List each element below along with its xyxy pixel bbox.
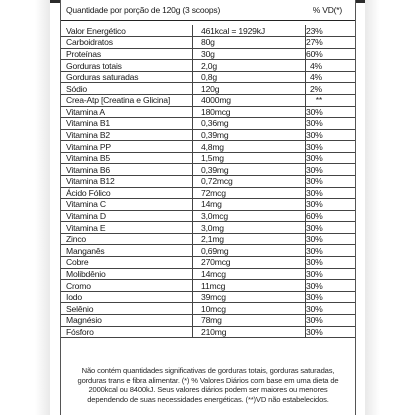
table-row [61, 291, 355, 303]
nutrient-daily-value: 30% [306, 141, 356, 153]
table-row [61, 71, 355, 83]
footnote-line: Não contém quantidades significativas de gorduras totais, gorduras saturadas, [81, 366, 335, 375]
nutrient-name: Vitamina A [61, 106, 193, 118]
table-row [61, 210, 355, 222]
table-row [61, 280, 355, 292]
table-row [61, 37, 355, 49]
nutrient-name: Vitamina B5 [61, 152, 193, 164]
nutrient-daily-value: 30% [306, 129, 356, 141]
nutrient-name: Vitamina E [61, 222, 193, 234]
right-margin [365, 0, 415, 415]
table-row [61, 152, 355, 164]
nutrient-name: Vitamina D [61, 210, 193, 222]
nutrient-amount: 0,39mg [193, 129, 306, 141]
nutrient-amount: 0,39mg [193, 164, 306, 176]
nutrient-name: Fósforo [61, 326, 193, 338]
nutrient-amount: 72mcg [193, 187, 306, 199]
nutrient-name: Crea-Atp [Creatina e Glicina] [61, 94, 193, 106]
nutrient-amount: 4,8mg [193, 141, 306, 153]
nutrient-daily-value: 30% [306, 118, 356, 130]
nutrient-name: Valor Energético [61, 25, 193, 37]
nutrient-daily-value: 60% [306, 48, 356, 60]
nutrient-amount: 0,36mg [193, 118, 306, 130]
nutrient-amount: 3,0mg [193, 222, 306, 234]
table-row [61, 303, 355, 315]
nutrient-name: Vitamina PP [61, 141, 193, 153]
table-row [61, 94, 355, 106]
nutrient-amount: 10mcg [193, 303, 306, 315]
nutrient-name: Selênio [61, 303, 193, 315]
nutrient-name: Cobre [61, 257, 193, 269]
footnote-line: 2000kcal ou 8400kJ. Seus valores diários podem ser maiores ou menores [88, 385, 328, 395]
table-row [61, 199, 355, 211]
nutrient-daily-value: 30% [306, 199, 356, 211]
nutrient-amount: 39mcg [193, 291, 306, 303]
nutrient-amount: 4000mg [193, 94, 306, 106]
nutrient-amount: 14mcg [193, 268, 306, 280]
nutrient-name: Vitamina B6 [61, 164, 193, 176]
table-row [61, 83, 355, 95]
nutrient-name: Manganês [61, 245, 193, 257]
nutrient-amount: 11mcg [193, 280, 306, 292]
nutrient-name: Gorduras saturadas [61, 71, 193, 83]
table-row [61, 25, 355, 37]
serving-size-label: Quantidade por porção de 120g (3 scoops) [66, 5, 221, 15]
footnote [61, 366, 355, 404]
nutrient-name: Sódio [61, 83, 193, 95]
daily-value-label: % VD(*) [312, 5, 342, 15]
nutrient-amount: 80g [193, 37, 306, 49]
nutrient-name: Vitamina B12 [61, 176, 193, 188]
nutrient-name: Carboidratos [61, 37, 193, 49]
nutrient-daily-value: 30% [306, 233, 356, 245]
nutrient-name: Proteínas [61, 48, 193, 60]
nutrient-name: Ácido Fólico [61, 187, 193, 199]
footnote-line: gorduras trans e fibra alimentar. (*) % Valores Diários com base em uma dieta de [77, 375, 339, 385]
nutrient-amount: 3,0mcg [193, 210, 306, 222]
nutrient-name: Molibdênio [61, 268, 193, 280]
nutrient-amount: 461kcal = 1929kJ [193, 25, 306, 37]
nutrient-daily-value: ** [306, 94, 356, 106]
table-header [61, 2, 355, 21]
nutrient-amount: 120g [193, 83, 306, 95]
nutrient-name: Zinco [61, 233, 193, 245]
nutrient-daily-value: 30% [306, 164, 356, 176]
nutrient-amount: 0,72mcg [193, 176, 306, 188]
nutrient-name: Vitamina B2 [61, 129, 193, 141]
table-row [61, 118, 355, 130]
table-row [61, 60, 355, 72]
nutrient-amount: 210mg [193, 326, 306, 338]
nutrient-amount: 2,1mg [193, 233, 306, 245]
nutrient-name: Cromo [61, 280, 193, 292]
nutrient-daily-value: 2% [306, 83, 356, 95]
table-row [61, 233, 355, 245]
nutrient-daily-value: 30% [306, 222, 356, 234]
nutrient-daily-value: 23% [306, 25, 356, 37]
nutrient-name: Magnésio [61, 314, 193, 326]
nutrient-name: Vitamina B1 [61, 118, 193, 130]
nutrient-amount: 270mcg [193, 257, 306, 269]
table-row [61, 176, 355, 188]
table-row [61, 257, 355, 269]
nutrient-name: Iodo [61, 291, 193, 303]
nutrient-amount: 180mcg [193, 106, 306, 118]
table-row [61, 129, 355, 141]
nutrient-daily-value: 30% [306, 106, 356, 118]
table-row [61, 314, 355, 326]
nutrient-daily-value: 30% [306, 326, 356, 338]
nutrient-amount: 30g [193, 48, 306, 60]
nutrient-daily-value: 30% [306, 187, 356, 199]
nutrient-daily-value: 30% [306, 314, 356, 326]
nutrient-amount: 0,69mg [193, 245, 306, 257]
nutrient-daily-value: 30% [306, 303, 356, 315]
nutrient-daily-value: 30% [306, 176, 356, 188]
table-row [61, 268, 355, 280]
nutrient-daily-value: 30% [306, 291, 356, 303]
table-row [61, 222, 355, 234]
nutrient-daily-value: 30% [306, 245, 356, 257]
table-row [61, 106, 355, 118]
left-margin [0, 0, 50, 415]
nutrient-amount: 2,0g [193, 60, 306, 72]
nutrient-daily-value: 30% [306, 280, 356, 292]
table-row [61, 141, 355, 153]
nutrient-amount: 0,8g [193, 71, 306, 83]
nutrient-daily-value: 60% [306, 210, 356, 222]
nutrient-amount: 78mg [193, 314, 306, 326]
nutrition-facts-panel [60, 0, 356, 415]
nutrient-amount: 14mg [193, 199, 306, 211]
nutrient-daily-value: 30% [306, 268, 356, 280]
table-row [61, 48, 355, 60]
table-row [61, 245, 355, 257]
nutrient-name: Gorduras totais [61, 60, 193, 72]
footnote-line: dependendo de suas necessidades energéticas. (**)VD não estabelecidos. [87, 394, 329, 404]
table-row [61, 164, 355, 176]
table-row [61, 187, 355, 199]
nutrition-table [61, 25, 355, 338]
nutrient-daily-value: 4% [306, 71, 356, 83]
nutrient-daily-value: 30% [306, 152, 356, 164]
nutrient-daily-value: 4% [306, 60, 356, 72]
nutrient-name: Vitamina C [61, 199, 193, 211]
nutrient-daily-value: 27% [306, 37, 356, 49]
nutrient-amount: 1,5mg [193, 152, 306, 164]
nutrient-daily-value: 30% [306, 257, 356, 269]
table-row [61, 326, 355, 338]
